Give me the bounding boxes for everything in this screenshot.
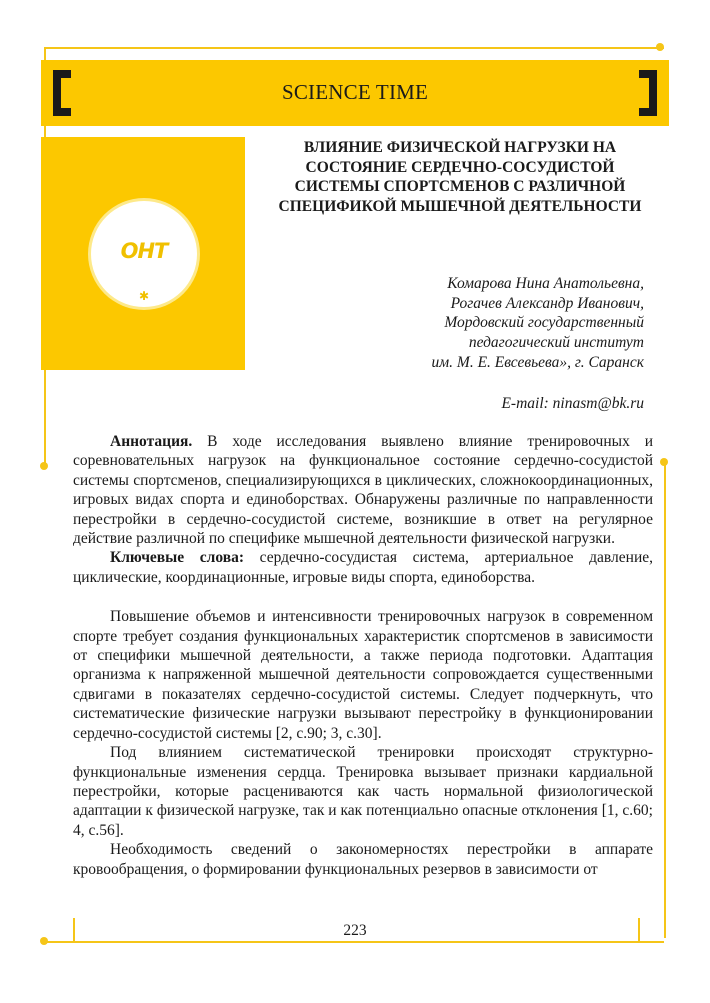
keywords-label: Ключевые слова:: [110, 549, 245, 567]
abstract-label: Аннотация.: [110, 433, 193, 450]
body-paragraph: Повышение объемов и интенсивности тренировочных нагрузок в современном спорте требует создания функциональных характеристик спортсменов в зависимости от специфики мышечной деятельности, а также периода подготовки. Адаптация организма к напряженной мышечной деятельности сопровождается существенными сдвигами в показателях сердечно-сосудистой системы. Следует подчеркнуть, что систематические физические нагрузки вызывают перестройку в функционировании сердечно-сосудистой системы [2, с.90; 3, с.30].: [73, 608, 653, 742]
keywords-paragraph: [73, 548, 653, 587]
frame-dot-left-mid: [40, 462, 48, 470]
article-body: [73, 432, 653, 879]
author-block: [300, 274, 644, 373]
page-number: 223: [343, 922, 367, 939]
body-paragraph: Необходимость сведений о закономерностях перестройки в аппарате кровообращения, о формировании функциональных резервов в зависимости от: [73, 841, 653, 878]
affiliation-line: педагогический институт: [468, 334, 644, 352]
frame-dot-top-right: [656, 43, 664, 51]
journal-title: SCIENCE TIME: [281, 80, 429, 104]
affiliation-line: Мордовский государственный: [444, 314, 644, 332]
logo-mark: ОНТ: [120, 239, 168, 263]
frame-right-line: [664, 462, 666, 938]
logo-circle: [91, 201, 197, 307]
abstract-text: В ходе исследования выявлено влияние тренировочных и соревновательных нагрузок на функциональное состояние сердечно-сосудистой системы спортсменов, специализирующихся в циклических, сложнокоординационных, игровых видах спорта и единоборствах. Обнаружены различные по направленности перестройки в сердечно-сосудистой системе, возникшие в ответ на регулярное действие различной по специфике мышечной деятельности физической нагрузки.: [73, 433, 653, 548]
abstract-paragraph: [73, 432, 653, 548]
logo-star-icon: ✱: [138, 289, 150, 303]
frame-dot-right-mid: [660, 458, 668, 466]
author-email: E-mail: ninasm@bk.ru: [501, 395, 644, 412]
frame-bottom-line: [44, 941, 664, 943]
frame-top-line: [44, 47, 664, 49]
body-paragraph: Под влиянием систематической тренировки происходят структурно-функциональные изменения сердца. Тренировка вызывает признаки кардиальной перестройки, которые расцениваются как часть нормальной физиологической адаптации к физической нагрузке, так и как потенциально опасные отклонения [1, с.60; 4, с.56].: [73, 744, 653, 839]
author-line: Рогачев Александр Иванович,: [450, 294, 644, 312]
article-title: ВЛИЯНИЕ ФИЗИЧЕСКОЙ НАГРУЗКИ НА СОСТОЯНИЕ СЕРДЕЧНО-СОСУДИСТОЙ СИСТЕМЫ СПОРТСМЕНОВ С РАЗЛИЧНОЙ СПЕЦИФИКОЙ МЫШЕЧНОЙ ДЕЯТЕЛЬНОСТИ: [278, 139, 642, 215]
logo-panel: [41, 137, 245, 370]
keywords-text: сердечно-сосудистая система, артериальное давление, циклические, координационные, игровые виды спорта, единоборства.: [73, 549, 654, 586]
author-line: Комарова Нина Анатольевна,: [447, 275, 644, 292]
affiliation-line: им. М. Е. Евсевьева», г. Саранск: [431, 353, 644, 371]
